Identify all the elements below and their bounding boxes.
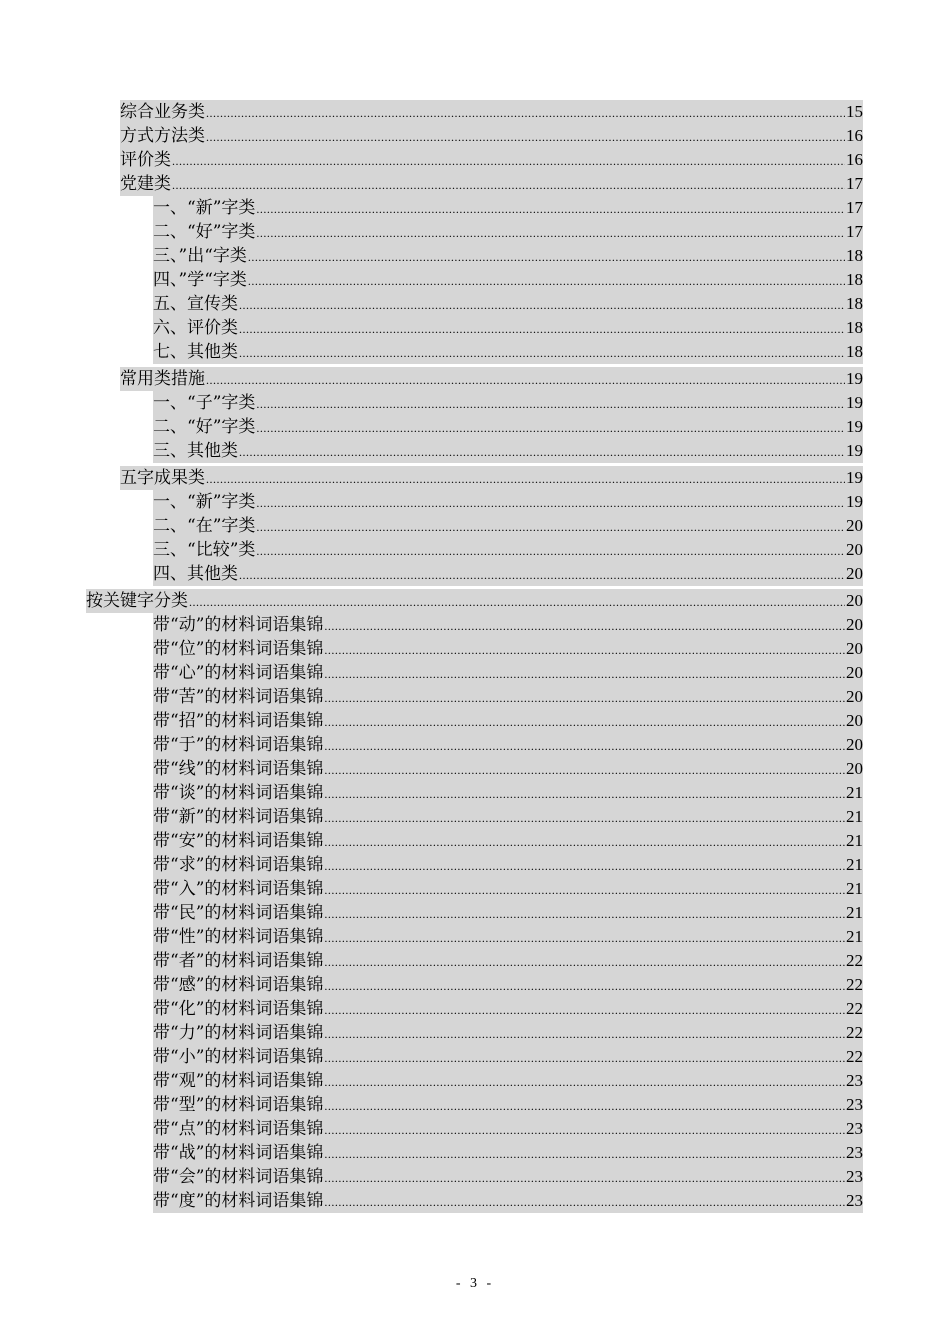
toc-entry-label: 七、其他类 [153,342,238,362]
toc-leader-dots [324,662,845,686]
toc-entry-label: 按关键字分类 [86,591,188,611]
toc-entry-page: 20 [846,735,863,754]
toc-leader-dots [256,416,845,440]
toc-leader-dots [324,614,845,638]
toc-entry[interactable] [153,877,863,901]
toc-entry-label: 带“度”的材料词语集锦 [153,1191,324,1211]
toc-leader-dots [172,173,845,197]
toc-leader-dots [256,392,845,416]
toc-leader-dots [324,926,845,950]
toc-leader-dots [239,440,845,464]
toc-leader-dots [324,830,845,854]
toc-leader-dots [324,638,845,662]
toc-entry-page: 18 [846,246,863,265]
toc-entry-label: 党建类 [120,174,171,194]
toc-entry[interactable] [153,997,863,1021]
toc-entry-page: 19 [846,369,863,388]
toc-entry[interactable] [120,124,863,148]
toc-entry-label: 带“动”的材料词语集锦 [153,615,324,635]
toc-entry-page: 21 [846,783,863,802]
toc-entry-page: 23 [846,1119,863,1138]
toc-entry[interactable] [153,1069,863,1093]
toc-entry[interactable] [153,1165,863,1189]
toc-entry-label: 二、“好”字类 [153,222,256,242]
toc-entry-page: 23 [846,1143,863,1162]
toc-entry[interactable] [153,196,863,220]
toc-entry-page: 20 [846,516,863,535]
toc-entry-page: 21 [846,879,863,898]
toc-entry-label: 一、“子”字类 [153,393,256,413]
toc-entry-page: 22 [846,951,863,970]
toc-entry[interactable] [153,1117,863,1141]
toc-entry[interactable] [153,292,863,316]
toc-entry-label: 综合业务类 [120,102,205,122]
toc-entry-page: 20 [846,663,863,682]
toc-leader-dots [324,1142,845,1166]
toc-entry-page: 21 [846,855,863,874]
toc-leader-dots [324,782,845,806]
toc-entry-label: 带“小”的材料词语集锦 [153,1047,324,1067]
toc-entry-label: 常用类措施 [120,369,205,389]
toc-entry-label: 四、”学“字类 [153,270,247,290]
toc-entry-page: 21 [846,903,863,922]
toc-entry-page: 20 [846,540,863,559]
toc-entry[interactable] [120,100,863,124]
toc-entry-label: 带“战”的材料词语集锦 [153,1143,324,1163]
toc-entry-label: 五字成果类 [120,468,205,488]
toc-leader-dots [324,734,845,758]
toc-entry[interactable] [120,172,863,196]
toc-entry-page: 18 [846,318,863,337]
toc-entry-page: 20 [846,759,863,778]
toc-entry-page: 16 [846,126,863,145]
toc-entry-label: 带“谈”的材料词语集锦 [153,783,324,803]
toc-leader-dots [324,950,845,974]
toc-entry[interactable] [153,514,863,538]
toc-entry[interactable] [153,757,863,781]
toc-entry-page: 18 [846,270,863,289]
toc-entry-label: 带“民”的材料词语集锦 [153,903,324,923]
toc-leader-dots [248,269,845,293]
toc-entry-page: 20 [846,687,863,706]
toc-leader-dots [324,1190,845,1214]
toc-entry[interactable] [153,439,863,463]
toc-entry[interactable] [153,316,863,340]
toc-entry-label: 三、”出“字类 [153,246,247,266]
toc-entry-label: 带“招”的材料词语集锦 [153,711,324,731]
toc-entry[interactable] [153,661,863,685]
toc-entry-label: 带“苦”的材料词语集锦 [153,687,324,707]
toc-entry-label: 评价类 [120,150,171,170]
toc-entry-label: 六、评价类 [153,318,238,338]
toc-entry-label: 带“感”的材料词语集锦 [153,975,324,995]
toc-entry[interactable] [153,1189,863,1213]
toc-entry-label: 带“于”的材料词语集锦 [153,735,324,755]
toc-leader-dots [206,368,845,392]
toc-entry-label: 五、宣传类 [153,294,238,314]
toc-entry[interactable] [153,853,863,877]
toc-entry-page: 17 [846,222,863,241]
toc-entry-page: 17 [846,174,863,193]
toc-entry[interactable] [153,709,863,733]
toc-entry-label: 带“线”的材料词语集锦 [153,759,324,779]
toc-leader-dots [239,293,845,317]
toc-leader-dots [324,806,845,830]
toc-entry-page: 15 [846,102,863,121]
toc-entry-page: 21 [846,807,863,826]
toc-entry[interactable] [153,1021,863,1045]
toc-entry[interactable] [153,1093,863,1117]
toc-leader-dots [324,1022,845,1046]
toc-entry-page: 23 [846,1191,863,1210]
toc-entry-label: 三、其他类 [153,441,238,461]
toc-leader-dots [256,491,845,515]
toc-entry-page: 18 [846,294,863,313]
toc-entry[interactable] [153,562,863,586]
toc-leader-dots [206,125,845,149]
toc-entry-label: 带“求”的材料词语集锦 [153,855,324,875]
toc-entry[interactable] [120,367,863,391]
toc-entry[interactable] [153,613,863,637]
toc-leader-dots [324,1166,845,1190]
toc-entry-page: 20 [846,591,863,610]
toc-leader-dots [256,221,845,245]
toc-entry-page: 22 [846,975,863,994]
toc-entry-page: 23 [846,1167,863,1186]
toc-entry[interactable] [153,973,863,997]
toc-entry[interactable] [153,244,863,268]
toc-leader-dots [324,710,845,734]
toc-entry-label: 三、“比较”类 [153,540,256,560]
toc-entry-page: 23 [846,1095,863,1114]
toc-entry-label: 带“者”的材料词语集锦 [153,951,324,971]
toc-entry-page: 19 [846,393,863,412]
toc-entry[interactable] [153,1141,863,1165]
toc-entry-label: 带“会”的材料词语集锦 [153,1167,324,1187]
toc-entry-label: 带“性”的材料词语集锦 [153,927,324,947]
toc-entry-page: 21 [846,831,863,850]
toc-entry[interactable] [153,781,863,805]
toc-leader-dots [324,854,845,878]
toc-entry-label: 带“点”的材料词语集锦 [153,1119,324,1139]
toc-entry-label: 一、“新”字类 [153,492,256,512]
toc-entry-label: 带“观”的材料词语集锦 [153,1071,324,1091]
toc-leader-dots [324,758,845,782]
toc-entry-page: 16 [846,150,863,169]
toc-leader-dots [324,1094,845,1118]
toc-entry-label: 带“新”的材料词语集锦 [153,807,324,827]
toc-entry[interactable] [153,901,863,925]
toc-entry-page: 22 [846,999,863,1018]
toc-entry[interactable] [153,490,863,514]
toc-entry-page: 22 [846,1023,863,1042]
page-number: - 3 - [455,1276,495,1291]
toc-leader-dots [256,515,845,539]
toc-leader-dots [206,467,845,491]
toc-entry-page: 20 [846,615,863,634]
toc-leader-dots [324,1046,845,1070]
toc-entry[interactable] [153,685,863,709]
toc-entry[interactable] [120,466,863,490]
toc-leader-dots [324,998,845,1022]
toc-leader-dots [324,974,845,998]
toc-entry-label: 一、“新”字类 [153,198,256,218]
toc-entry-label: 带“入”的材料词语集锦 [153,879,324,899]
toc-leader-dots [248,245,845,269]
toc-leader-dots [256,197,845,221]
toc-entry-label: 带“位”的材料词语集锦 [153,639,324,659]
toc-entry[interactable] [153,1045,863,1069]
toc-entry-label: 二、“在”字类 [153,516,256,536]
toc-leader-dots [324,1118,845,1142]
toc-entry[interactable] [153,220,863,244]
toc-entry-label: 带“心”的材料词语集锦 [153,663,324,683]
toc-entry-label: 四、其他类 [153,564,238,584]
toc-leader-dots [239,341,845,365]
toc-entry[interactable] [153,949,863,973]
toc-entry-page: 20 [846,711,863,730]
toc-entry-page: 19 [846,492,863,511]
toc-entry[interactable] [86,589,863,613]
toc-entry-label: 二、“好”字类 [153,417,256,437]
toc-entry-page: 23 [846,1071,863,1090]
toc-entry[interactable] [153,733,863,757]
toc-entry-page: 19 [846,468,863,487]
toc-entry[interactable] [153,538,863,562]
toc-leader-dots [239,317,845,341]
toc-entry-page: 18 [846,342,863,361]
toc-entry[interactable] [153,829,863,853]
toc-entry-page: 20 [846,639,863,658]
toc-leader-dots [324,878,845,902]
toc-entry[interactable] [153,925,863,949]
toc-entry-label: 方式方法类 [120,126,205,146]
toc-leader-dots [324,902,845,926]
toc-entry[interactable] [153,340,863,364]
toc-entry[interactable] [153,805,863,829]
toc-leader-dots [256,539,845,563]
toc-entry-label: 带“型”的材料词语集锦 [153,1095,324,1115]
toc-entry-label: 带“力”的材料词语集锦 [153,1023,324,1043]
toc-leader-dots [324,1070,845,1094]
toc-leader-dots [189,590,845,614]
toc-entry-page: 20 [846,564,863,583]
toc-entry[interactable] [153,415,863,439]
toc-entry-label: 带“化”的材料词语集锦 [153,999,324,1019]
toc-entry[interactable] [153,268,863,292]
toc-leader-dots [206,101,845,125]
toc-leader-dots [239,563,845,587]
toc-entry-page: 21 [846,927,863,946]
toc-entry-page: 19 [846,417,863,436]
toc-entry-page: 19 [846,441,863,460]
toc-entry-label: 带“安”的材料词语集锦 [153,831,324,851]
toc-entry[interactable] [153,637,863,661]
toc-entry[interactable] [153,391,863,415]
toc-entry[interactable] [120,148,863,172]
toc-entry-page: 17 [846,198,863,217]
toc-leader-dots [172,149,845,173]
toc-entry-page: 22 [846,1047,863,1066]
toc-leader-dots [324,686,845,710]
